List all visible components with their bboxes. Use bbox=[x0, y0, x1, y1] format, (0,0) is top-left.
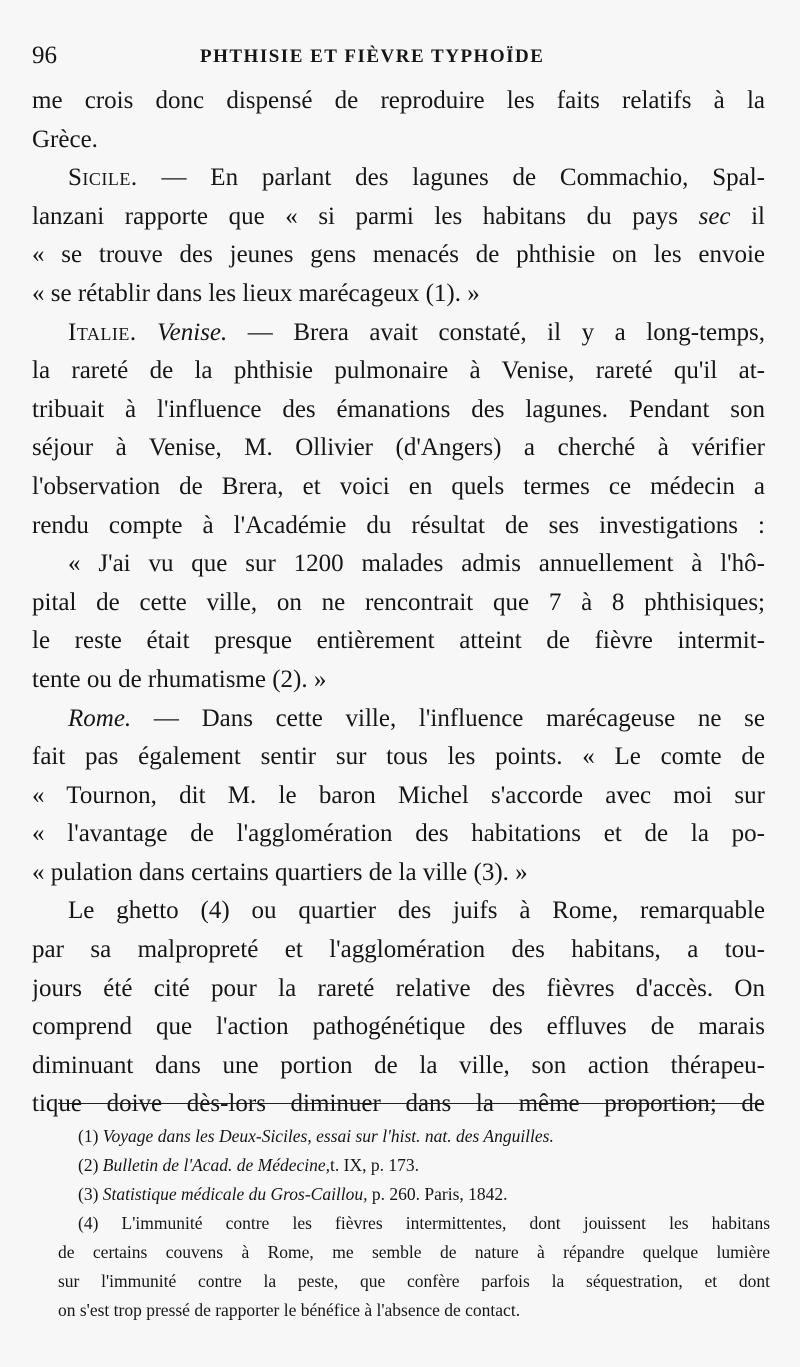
text-line: « se trouve des jeunes gens menacés de phthisie on les envoie bbox=[32, 241, 765, 269]
text-line: pital de cette ville, on ne rencontrait que 7 à 8 phthisiques; bbox=[32, 588, 765, 616]
section-heading-sicile: Sicile. bbox=[68, 164, 138, 192]
running-title: PHTHISIE ET FIÈVRE TYPHOÏDE bbox=[200, 46, 545, 67]
text-line: Sicile. — En parlant des lagunes de Commachio, Spal- bbox=[68, 164, 765, 192]
subheading-rome: Rome. bbox=[68, 704, 132, 732]
page-header bbox=[30, 40, 770, 76]
footnote-rule bbox=[58, 1103, 764, 1104]
text-line: Grèce. bbox=[32, 125, 98, 153]
footnote-4-line: (4) L'immunité contre les fièvres intermittentes, dont jouissent les habitans bbox=[78, 1213, 770, 1233]
text-line: « Tournon, dit M. le baron Michel s'accorde avec moi sur bbox=[32, 781, 765, 809]
section-heading-italie: Italie. bbox=[68, 318, 137, 346]
text-line: la rareté de la phthisie pulmonaire à Venise, rareté qu'il at- bbox=[32, 357, 765, 385]
text-line: comprend que l'action pathogénétique des effluves de marais bbox=[32, 1013, 765, 1041]
footnote-4-line: on s'est trop pressé de rapporter le bénéfice à l'absence de contact. bbox=[58, 1300, 521, 1320]
page-number: 96 bbox=[32, 42, 57, 69]
text-line: « J'ai vu que sur 1200 malades admis annuellement à l'hô- bbox=[68, 550, 765, 578]
text-line: l'observation de Brera, et voici en quels termes ce médecin a bbox=[32, 472, 765, 500]
footnote-2: (2) Bulletin de l'Acad. de Médecine,t. IX, p. 173. bbox=[78, 1155, 419, 1175]
text-line: tique doive dès-lors diminuer dans la même proportion; de bbox=[32, 1090, 765, 1118]
footnotes bbox=[58, 1122, 770, 1325]
text-line: Italie. Venise. — Brera avait constaté, il y a long-temps, bbox=[68, 318, 765, 346]
text-line: jours été cité pour la rareté relative des fièvres d'accès. On bbox=[32, 974, 765, 1002]
text-line: « pulation dans certains quartiers de la ville (3). » bbox=[32, 858, 528, 886]
text-line: tente ou de rhumatisme (2). » bbox=[32, 665, 327, 693]
text-line: fait pas également sentir sur tous les points. « Le comte de bbox=[32, 743, 765, 771]
text-line: « l'avantage de l'agglomération des habitations et de la po- bbox=[32, 820, 765, 848]
text-line: séjour à Venise, M. Ollivier (d'Angers) a cherché à vérifier bbox=[32, 434, 765, 462]
footnote-4-line: de certains couvens à Rome, me semble de nature à répandre quelque lumière bbox=[58, 1242, 770, 1262]
text-line: Le ghetto (4) ou quartier des juifs à Rome, remarquable bbox=[68, 897, 765, 925]
text-line: « se rétablir dans les lieux marécageux (1). » bbox=[32, 279, 480, 307]
text-line: diminuant dans une portion de la ville, son action thérapeu- bbox=[32, 1051, 765, 1079]
footnote-4-line: sur l'immunité contre la peste, que confère parfois la séquestration, et dont bbox=[58, 1271, 770, 1291]
footnote-1: (1) Voyage dans les Deux-Siciles, essai sur l'hist. nat. des Anguilles. bbox=[78, 1126, 554, 1146]
text-line: tribuait à l'influence des émanations des lagunes. Pendant son bbox=[32, 395, 765, 423]
subheading-venise: Venise. bbox=[136, 318, 228, 346]
text-line: rendu compte à l'Académie du résultat de ses investigations : bbox=[32, 511, 765, 539]
text-line: lanzani rapporte que « si parmi les habitans du pays sec il bbox=[32, 202, 765, 230]
footnote-3: (3) Statistique médicale du Gros-Caillou, p. 260. Paris, 1842. bbox=[78, 1184, 508, 1204]
text-line: Rome. — Dans cette ville, l'influence marécageuse ne se bbox=[68, 704, 765, 732]
text-line: me crois donc dispensé de reproduire les faits relatifs à la bbox=[32, 87, 765, 114]
body-text bbox=[32, 82, 765, 1124]
text-line: le reste était presque entièrement atteint de fièvre intermit- bbox=[32, 627, 765, 655]
text-line: par sa malpropreté et l'agglomération des habitans, a tou- bbox=[32, 936, 765, 964]
